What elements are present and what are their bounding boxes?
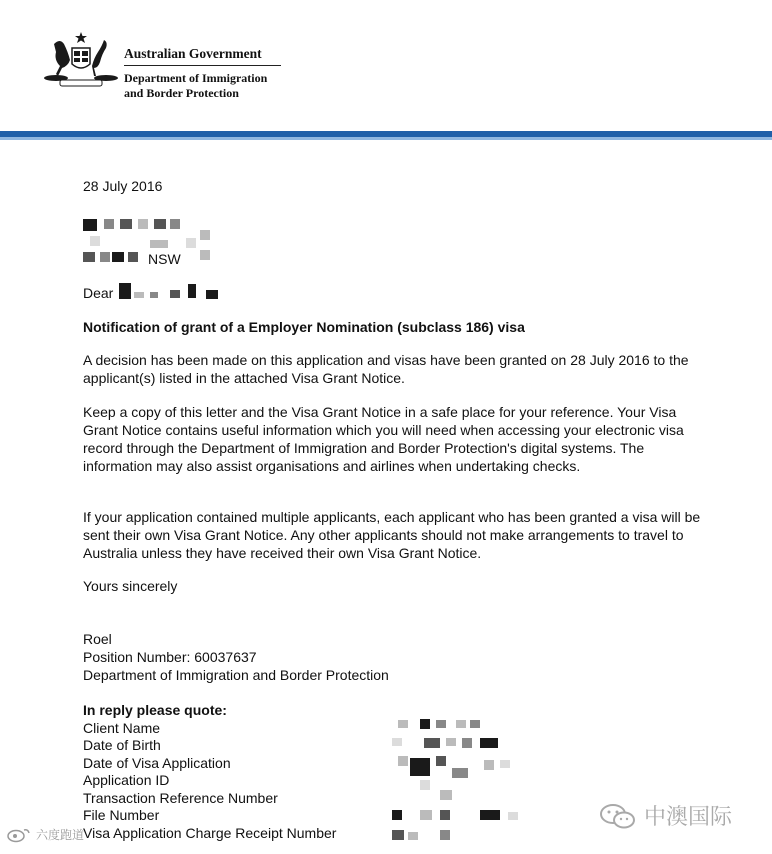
- closing: Yours sincerely: [83, 578, 178, 594]
- letterhead: [0, 0, 772, 132]
- reply-heading: In reply please quote:: [83, 702, 227, 718]
- paragraph-decision: A decision has been made on this application and visas have been granted on 28 July 2016 to the applicant(s) listed in the attached Visa Grant Notice.: [83, 352, 689, 386]
- weibo-icon: [6, 827, 34, 843]
- department-line-1: Department of Immigration: [124, 71, 268, 85]
- department-line-2: and Border Protection: [124, 86, 239, 100]
- title-divider: [124, 65, 281, 66]
- government-name-block: [124, 46, 281, 101]
- paragraph-keep-copy: Keep a copy of this letter and the Visa Grant Notice in a safe place for your reference. Your Visa Grant Notice contains useful information which you will need when accessing your electronic visa record through the Department of Immigration and Border Protection's digital systems. The information may also assist organisations and airlines when undertaking checks.: [83, 404, 684, 474]
- signatory-name: Roel: [83, 631, 112, 647]
- watermark-right-text: 中澳国际: [644, 805, 733, 830]
- salutation: Dear: [83, 285, 114, 301]
- paragraph-multiple-applicants: If your application contained multiple applicants, each applicant who has been granted a visa will be sent their own Visa Grant Notice. Any other applicants should not make arrangements to travel to Australia unless they have received their own Visa Grant Notice.: [83, 509, 701, 561]
- coat-of-arms-icon: [42, 30, 120, 90]
- reply-field: Visa Application Charge Receipt Number: [83, 824, 337, 841]
- reply-field: Date of Visa Application: [83, 754, 231, 771]
- letter-subject: Notification of grant of a Employer Nomination (subclass 186) visa: [83, 319, 525, 335]
- wechat-icon: [598, 801, 638, 831]
- reply-field: Application ID: [83, 772, 170, 788]
- reply-quote-list: [83, 702, 336, 842]
- government-title: Australian Government: [124, 46, 262, 61]
- reply-field: Transaction Reference Number: [83, 789, 278, 806]
- header-accent-bar: [0, 137, 772, 140]
- position-number: Position Number: 60037637: [83, 649, 257, 665]
- reply-field: Date of Birth: [83, 737, 161, 753]
- watermark-weibo: [6, 826, 84, 843]
- watermark-wechat: [598, 800, 732, 831]
- reply-field: File Number: [83, 807, 160, 823]
- watermark-left-text: 六度跑道: [36, 828, 85, 842]
- signatory-department: Department of Immigration and Border Protection: [83, 667, 389, 683]
- reply-field: Client Name: [83, 719, 161, 736]
- letter-date: 28 July 2016: [83, 178, 163, 194]
- address-state: NSW: [148, 251, 181, 267]
